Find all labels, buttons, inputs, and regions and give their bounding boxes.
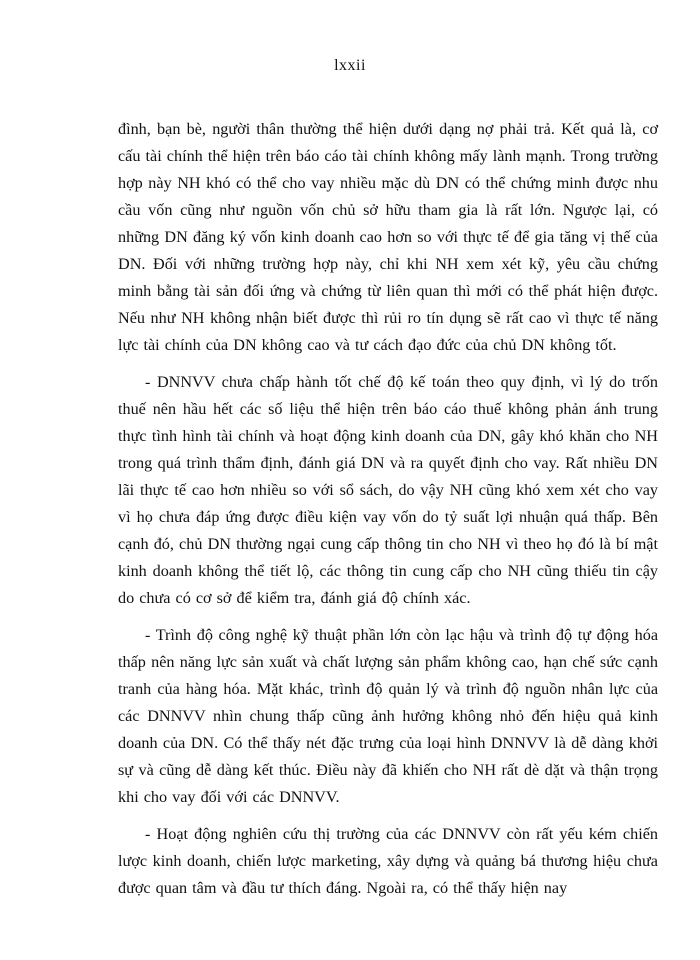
paragraph-continuation: đình, bạn bè, người thân thường thể hiện dưới dạng nợ phải trả. Kết quả là, cơ cấu tài chính thể hiện trên báo cáo tài chính không mấy lành mạnh. Trong trường hợp này NH khó có thể cho vay nhiều mặc dù DN có thể chứng minh được nhu cầu vốn cũng như nguồn vốn chủ sở hữu tham gia là rất lớn. Ngược lại, có những DN đăng ký vốn kinh doanh cao hơn so với thực tế để gia tăng vị thế của DN. Đối với những trường hợp này, chỉ khi NH xem xét kỹ, yêu cầu chứng minh bằng tài sản đối ứng và chứng từ liên quan thì mới có thể phát hiện được. Nếu như NH không nhận biết được thì rủi ro tín dụng sẽ rất cao vì thực tế năng lực tài chính của DN không cao và tư cách đạo đức của chủ DN không tốt. <box>118 120 658 354</box>
paragraph-technology: - Trình độ công nghệ kỹ thuật phần lớn còn lạc hậu và trình độ tự động hóa thấp nên năng lực sản xuất và chất lượng sản phẩm không cao, hạn chế sức cạnh tranh của hàng hóa. Mặt khác, trình độ quản lý và trình độ nguồn nhân lực của các DNNVV nhìn chung thấp cũng ảnh hưởng không nhỏ đến hiệu quả kinh doanh của DN. Có thể thấy nét đặc trưng của loại hình DNNVV là dễ dàng khởi sự và cũng dễ dàng kết thúc. Điều này đã khiến cho NH rất dè dặt và thận trọng khi cho vay đối với các DNNVV. <box>118 626 658 806</box>
paragraph-accounting: - DNNVV chưa chấp hành tốt chế độ kế toán theo quy định, vì lý do trốn thuế nên hầu hết các số liệu thể hiện trên báo cáo thuế không phản ánh trung thực tình hình tài chính và hoạt động kinh doanh của DN, gây khó khăn cho NH trong quá trình thẩm định, đánh giá DN và ra quyết định cho vay. Rất nhiều DN lãi thực tế cao hơn nhiều so với sổ sách, do vậy NH cũng khó xem xét cho vay vì họ chưa đáp ứng được điều kiện vay vốn do tỷ suất lợi nhuận quá thấp. Bên cạnh đó, chủ DN thường ngại cung cấp thông tin cho NH vì theo họ đó là bí mật kinh doanh không thể tiết lộ, các thông tin cung cấp cho NH cũng thiếu tin cậy do chưa có cơ sở để kiểm tra, đánh giá độ chính xác. <box>118 373 658 607</box>
paragraph-market-research: - Hoạt động nghiên cứu thị trường của các DNNVV còn rất yếu kém chiến lược kinh doanh, chiến lược marketing, xây dựng và quảng bá thương hiệu chưa được quan tâm và đầu tư thích đáng. Ngoài ra, có thể thấy hiện nay <box>118 825 658 897</box>
document-body <box>118 116 658 902</box>
page-number: lxxii <box>334 57 366 74</box>
